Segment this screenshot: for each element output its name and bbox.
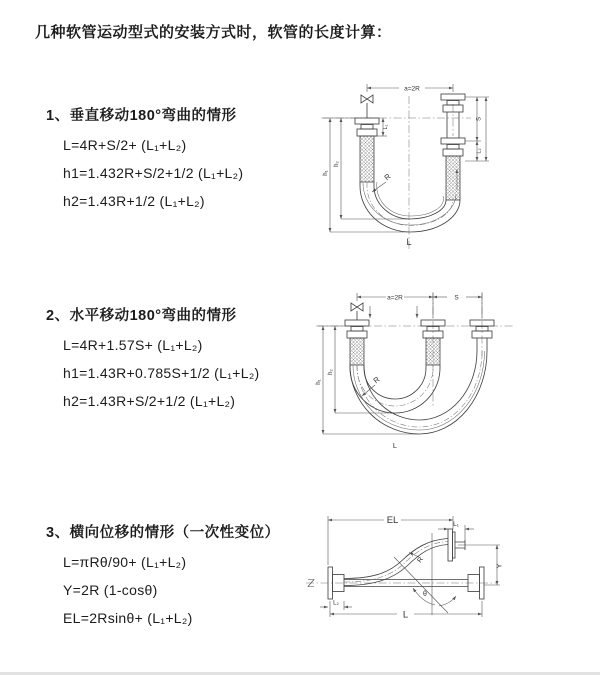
valve-icon: [351, 303, 363, 320]
formula-line: h1=1.432R+S/2+1/2 (L₁+L₂): [63, 165, 244, 181]
right-fitting-lower-position: [441, 138, 465, 200]
braided-hose-section: [350, 338, 364, 365]
braided-hose-section: [446, 156, 460, 200]
dim-label-h1: h₁: [316, 379, 322, 385]
dim-label-l: L: [402, 609, 409, 621]
dim-label-h1: h₁: [323, 170, 329, 176]
dim-label-h2: h₂: [328, 369, 334, 375]
dimension-lines: [323, 84, 489, 232]
valve-icon: [361, 95, 373, 118]
dim-label-r: R: [416, 556, 426, 565]
dim-label-y: Y: [494, 563, 504, 569]
dimension-labels: [333, 515, 503, 621]
dim-label-l2: L₂: [333, 600, 339, 607]
dim-label-l: L: [406, 237, 412, 247]
dim-label-l1: L₁: [383, 124, 389, 130]
page-title: 几种软管运动型式的安装方式时，软管的长度计算：: [35, 24, 392, 41]
dim-label-s: S: [454, 294, 459, 302]
formula-line: Y=2R (1-cosθ): [63, 582, 158, 598]
formula-line: L=4R+1.57S+ (L₁+L₂): [63, 337, 203, 353]
section-heading: 2、水平移动180°弯曲的情形: [46, 308, 237, 324]
diagram-vertical-180-bend: [313, 76, 528, 256]
braided-hose-section: [426, 338, 440, 365]
formula-line: EL=2Rsinθ+ (L₁+L₂): [63, 610, 193, 626]
dimension-lines: [320, 516, 500, 617]
diagram-horizontal-180-bend: [308, 286, 533, 466]
dim-label-r: R: [382, 171, 393, 183]
section-heading: 1、垂直移动180°弯曲的情形: [46, 108, 237, 124]
dim-label-h2: h₂: [334, 161, 340, 167]
dim-label-a2r: a=2R: [387, 294, 403, 302]
dim-label-s: S: [476, 116, 483, 122]
dim-label-l2: L₂: [476, 148, 483, 154]
section-heading: 3、横向位移的情形（一次性变位）: [46, 525, 280, 541]
section-lateral-displacement: [46, 521, 280, 632]
formula-line: L=4R+S/2+ (L₁+L₂): [63, 137, 187, 153]
middle-fitting: [421, 320, 445, 365]
centerlines: [316, 292, 513, 406]
formula-line: h2=1.43R+1/2 (L₁+L₂): [63, 193, 205, 209]
dim-label-r: R: [371, 374, 382, 386]
formula-line: h1=1.43R+0.785S+1/2 (L₁+L₂): [63, 365, 260, 381]
left-fitting: [355, 118, 379, 182]
dim-label-a2r: a=2R: [404, 85, 420, 93]
section-horizontal-movement: [46, 304, 260, 415]
braided-hose-section: [360, 136, 374, 182]
diagram-lateral-displacement: [298, 503, 583, 645]
dim-label-l: L: [392, 441, 398, 450]
displaced-hose: [344, 539, 448, 586]
dim-label-theta: θ: [423, 591, 427, 598]
section-vertical-movement: [46, 104, 243, 215]
u-hose-moved: [350, 351, 487, 434]
left-fitting: [345, 320, 369, 365]
formula-line: L=πRθ/90+ (L₁+L₂): [63, 554, 187, 570]
dim-label-el: EL: [386, 515, 399, 526]
dim-label-l1: L₁: [453, 521, 459, 528]
formula-line: h2=1.43R+S/2+1/2 (L₁+L₂): [63, 393, 236, 409]
